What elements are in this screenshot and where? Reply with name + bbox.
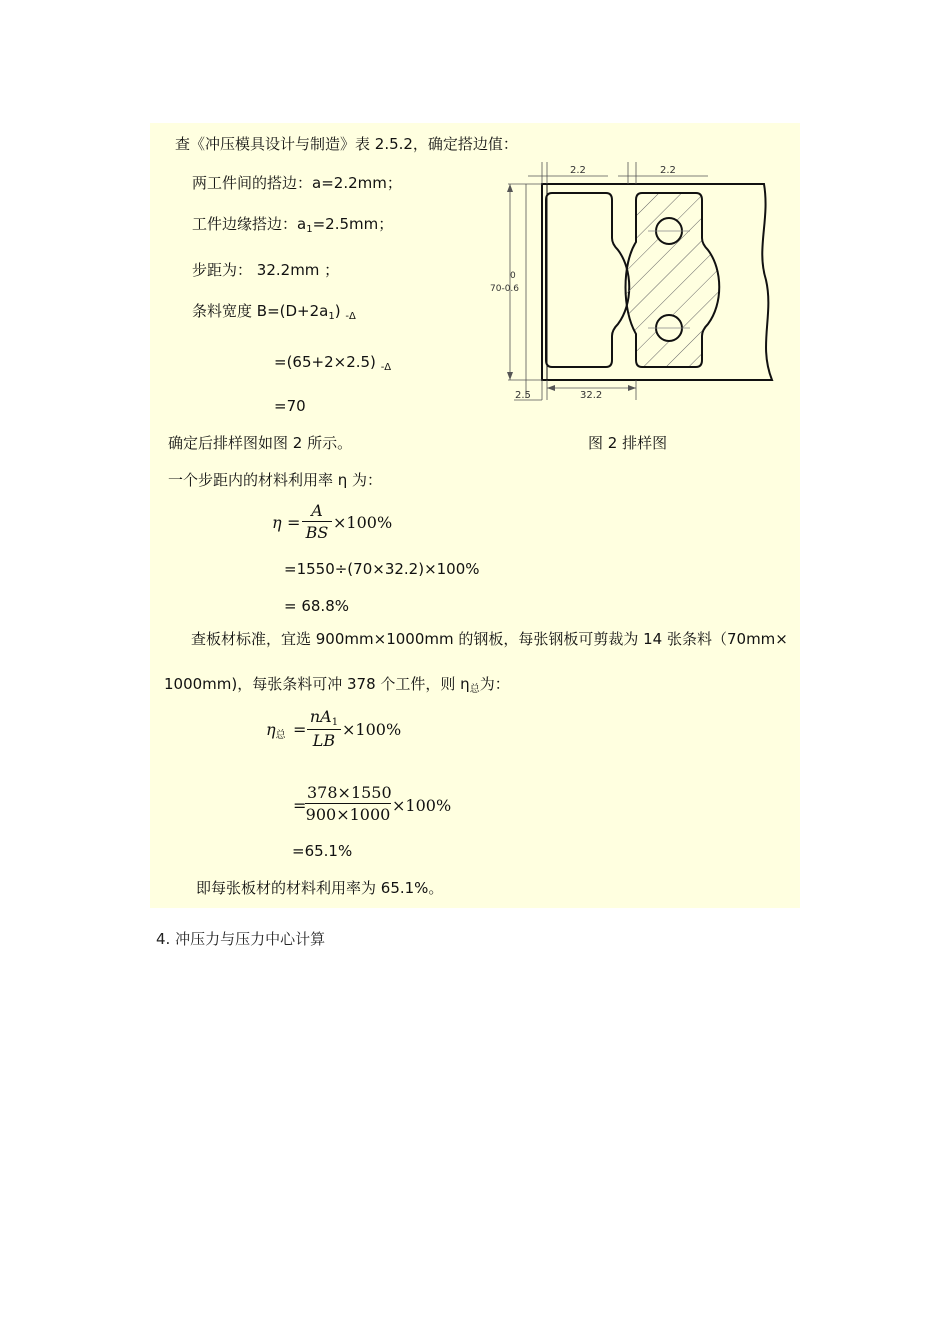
section-heading: 4. 冲压力与压力中心计算	[156, 930, 326, 948]
edge-a: a	[297, 215, 307, 233]
width-tol: -Δ	[345, 311, 356, 322]
equals-sign-3: =	[293, 796, 307, 815]
after-layout-line: 确定后排样图如图 2 所示。	[168, 434, 353, 452]
rate-intro-line: 一个步距内的材料利用率 η 为：	[168, 471, 383, 489]
fraction2-denominator: LB	[312, 731, 336, 750]
calc4-line: = 68.8%	[284, 597, 349, 615]
dim-bottom-left: 2.5	[515, 390, 531, 401]
times-100-2: ×100%	[342, 720, 402, 739]
step-line	[192, 261, 339, 279]
left-part	[546, 193, 629, 367]
fraction-na-over-lb	[307, 707, 341, 750]
sheet-line-2-sub: 总	[469, 684, 480, 695]
width-line	[192, 302, 356, 326]
calc1-line	[274, 353, 391, 377]
edge-sub: 1	[306, 224, 313, 235]
gap-label: 两工件间的搭边：	[192, 174, 313, 192]
edge-line	[192, 215, 393, 239]
sheet-line-2-a: 1000mm)，每张条料可冲 378 个工件，则 η	[164, 675, 470, 693]
edge-value: =2.5mm；	[312, 215, 394, 233]
gap-line	[192, 174, 402, 192]
eta-total-symbol	[266, 721, 286, 745]
dim-top-left: 2.2	[570, 165, 586, 176]
fraction2-numerator: $nA_1$	[307, 707, 341, 730]
fraction-numerator: A	[302, 501, 332, 522]
edge-label: 工件边缘搭边：	[192, 215, 298, 233]
times-100: ×100%	[333, 513, 393, 532]
eta-total: η	[266, 720, 276, 739]
width-expr-b: )	[334, 302, 341, 320]
conclusion-line: 即每张板材的材料利用率为 65.1%。	[196, 879, 444, 897]
step-label: 步距为：	[192, 261, 253, 279]
calc5-line: =65.1%	[292, 842, 353, 860]
equals-sign-2: =	[293, 720, 307, 739]
fraction-numeric	[305, 783, 391, 824]
intro-line: 查《冲压模具设计与制造》表 2.5.2，确定搭边值：	[175, 135, 518, 153]
eta-symbol: η	[272, 513, 282, 532]
sheet-line-2	[164, 675, 510, 699]
fraction3-denominator: 900×1000	[305, 805, 391, 824]
layout-diagram	[488, 160, 778, 405]
times-100-3: ×100%	[392, 796, 452, 815]
width-expr-sub: 1	[328, 311, 335, 322]
fraction3-numerator: 378×1550	[307, 783, 392, 802]
gap-value: a=2.2mm；	[312, 174, 402, 192]
dim-top-right: 2.2	[660, 165, 676, 176]
calc1: =(65+2×2.5)	[274, 353, 376, 371]
dim-side-a: 0	[510, 271, 516, 281]
fraction-denominator: BS	[305, 523, 329, 542]
sheet-line-2-b: 为：	[479, 675, 510, 693]
dim-bottom-mid: 32.2	[580, 390, 603, 401]
calc3-line: =1550÷(70×32.2)×100%	[284, 560, 480, 578]
calc2-line: =70	[274, 397, 306, 415]
figure-caption: 图 2 排样图	[588, 434, 668, 452]
width-label: 条料宽度	[192, 302, 257, 320]
fraction-a-over-bs	[302, 501, 332, 542]
calc1-tol: -Δ	[380, 362, 392, 373]
sheet-line-1: 查板材标准，宜选 900mm×1000mm 的钢板，每张钢板可剪裁为 14 张条料（70mm×	[191, 630, 788, 648]
eta-total-sub: 总	[275, 730, 286, 741]
equals-sign: =	[287, 513, 301, 532]
step-value: 32.2mm ；	[256, 261, 340, 279]
width-expr-a: B=(D+2a	[256, 302, 329, 320]
dim-side-b: 70-0.6	[490, 284, 520, 294]
